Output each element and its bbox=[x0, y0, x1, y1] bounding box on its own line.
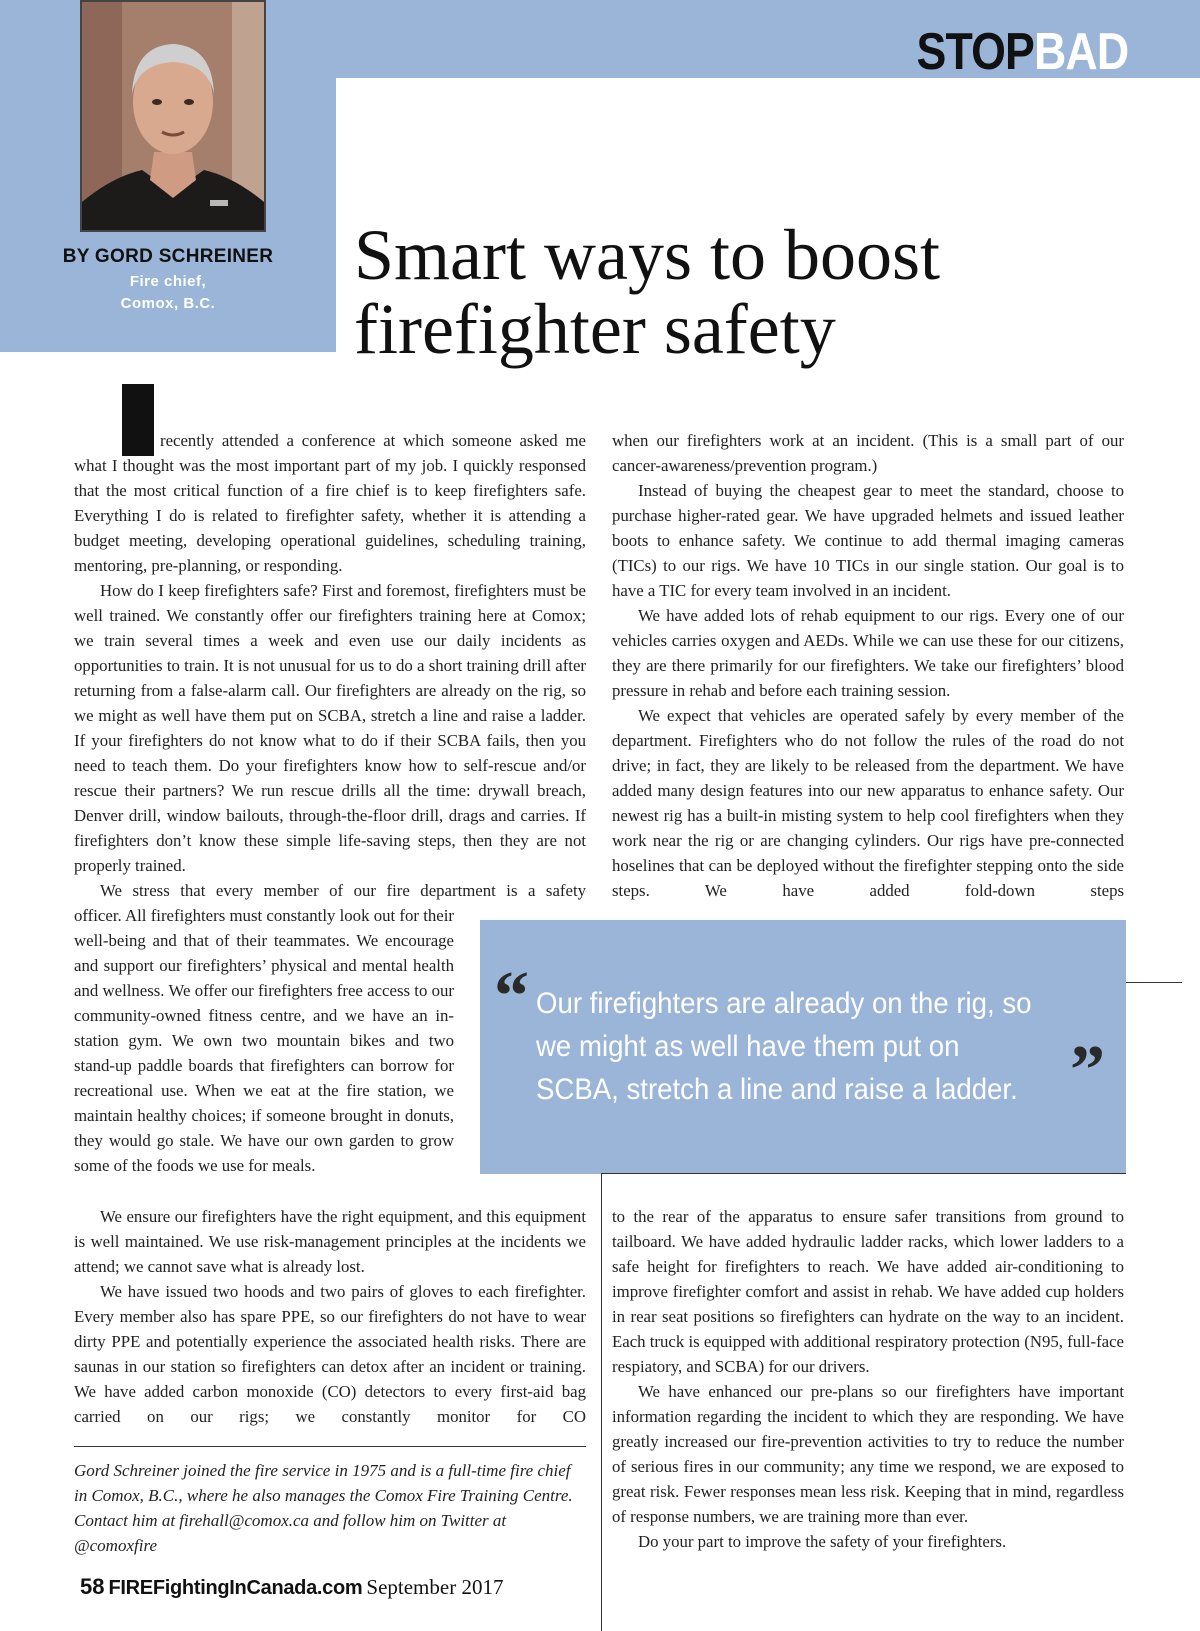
publication-site: FIREFightingInCanada.com bbox=[108, 1577, 363, 1599]
byline bbox=[0, 246, 336, 315]
paragraph: We expect that vehicles are operated safely by every member of the department. Firefighters who do not follow the rules of the road do not drive; in fact, they are likely to be released from the department. We have added many design features into our new apparatus to enhance safety. Our newest rig has a built-in misting system to help cool firefighters when they work near the rig or are changing cylinders. Our rigs have pre-connected hoselines that can be deployed without the firefighter stepping onto the side steps. We have added fold-down steps bbox=[612, 706, 1124, 900]
article-title-line1: Smart ways to boost bbox=[354, 215, 940, 295]
paragraph: Instead of buying the cheapest gear to meet the standard, choose to purchase higher-rated gear. We have upgraded helmets and issued leather boots to enhance safety. We continue to add thermal imaging cameras (TICs) to our rigs. We have 10 TICs in our single station. Our goal is to have a TIC for every team involved in an incident. bbox=[612, 481, 1124, 600]
author-role bbox=[0, 271, 336, 315]
pull-quote bbox=[480, 920, 1126, 1174]
quote-rule bbox=[1126, 982, 1182, 983]
column-divider-horizontal bbox=[601, 1173, 1126, 1174]
column-divider bbox=[601, 1174, 602, 1631]
right-column-top bbox=[612, 428, 1124, 903]
paragraph: We ensure our firefighters have the right equipment, and this equipment is well maintained. We use risk-management principles at the incidents we attend; we cannot save what is already lost. bbox=[74, 1207, 586, 1276]
paragraph: We have issued two hoods and two pairs of gloves to each firefighter. Every member also has spare PPE, so our firefighters do not have to wear dirty PPE and potentially experience the associated health risks. There are saunas in our station so firefighters can detox after an incident or training. We have added carbon monoxide (CO) detectors to every first-aid bag carried on our rigs; we constantly monitor for CO bbox=[74, 1282, 586, 1426]
issue-date: September 2017 bbox=[366, 1575, 504, 1599]
column-title-bad: BAD bbox=[1033, 23, 1128, 81]
page-footer bbox=[80, 1574, 503, 1600]
column-title-stop: STOP bbox=[916, 23, 1034, 81]
paragraph: We have added lots of rehab equipment to our rigs. Every one of our vehicles carries oxygen and AEDs. While we can use these for our citizens, they are there primarily for our firefighters. We take our firefighters’ blood pressure in rehab and before each training session. bbox=[612, 606, 1124, 700]
open-quote-mark: “ bbox=[494, 958, 529, 1035]
page-number: 58 bbox=[80, 1574, 105, 1599]
close-quote-mark: ” bbox=[1070, 1032, 1105, 1109]
left-column-top bbox=[74, 428, 586, 903]
article-title-line2: firefighter safety bbox=[354, 289, 836, 369]
author-role-title: Fire chief, bbox=[129, 273, 207, 290]
paragraph: We stress that every member of our fire department is a safety bbox=[100, 881, 586, 900]
paragraph: officer. All firefighters must constantly look out for their well-being and that of their teammates. We encourage and support our firefighters’ physical and mental health and wellness. We offer our firefighters free access to our community-owned fitness centre, and we have an in- station gym. We own two mountain bikes and two stand-up paddle boards that firefighters can borrow for recreational use. When we eat at the fire station, we maintain healthy choices; if someone brought in donuts, they would go stale. We have our own garden to grow some of the foods we use for meals. bbox=[74, 906, 454, 1175]
paragraph: recently attended a conference at which someone asked me what I thought was the most important part of my job. I quickly responsed that the most critical function of a fire chief is to keep firefighters safe. Everything I do is related to firefighter safety, whether it is attending a budget meeting, developing operational guidelines, scheduling training, mentoring, pre-planning, or responding. bbox=[74, 431, 586, 575]
paragraph: to the rear of the apparatus to ensure safer transitions from ground to tailboard. We have added hydraulic ladder racks, which lower ladders to a safe height for firefighters to reach. We have added air-conditioning to improve firefighter comfort and assist in rehab. We have added cup holders in rear seat positions so firefighters can hydrate on the way to an incident. Each truck is equipped with additional respiratory protection (N95, full-face respiatory, and SCBA) for our drivers. bbox=[612, 1207, 1124, 1376]
right-column-bottom bbox=[612, 1204, 1124, 1554]
author-role-location: Comox, B.C. bbox=[120, 295, 216, 312]
paragraph: How do I keep firefighters safe? First and foremost, firefighters must be well trained. We constantly offer our firefighters training here at Comox; we train several times a week and even use our daily incidents as opportunities to train. It is not unusual for us to do a short training drill after returning from a false-alarm call. Our firefighters are already on the rig, so we might as well have them put on SCBA, stretch a line and raise a ladder. If your firefighters do not know what to do if their SCBA fails, then you need to teach them. Do your firefighters know how to self-rescue and/or rescue their partners? We run rescue drills all the time: drywall breach, Denver drill, window bailouts, through-the-floor drill, drags and carries. If firefighters don’t know these simple life-saving steps, then they are not properly trained. bbox=[74, 581, 586, 875]
paragraph: We have enhanced our pre-plans so our firefighters have important information regarding the incident to which they are responding. We have greatly increased our fire-prevention activities to try to reduce the number of serious fires in our community; any time we respond, we are exposed to great risk. Fewer responses mean less risk. Keeping that in mind, regardless of response numbers, we are training more than ever. bbox=[612, 1382, 1124, 1526]
pull-quote-text: Our firefighters are already on the rig, so we might as well have them put on SCBA, stretch a line and raise a ladder. bbox=[536, 987, 1032, 1106]
author-photo bbox=[80, 0, 266, 232]
column-title bbox=[916, 23, 1128, 81]
author-portrait-icon bbox=[82, 2, 264, 230]
left-column-bottom bbox=[74, 1204, 586, 1429]
left-column-narrow bbox=[74, 903, 454, 1178]
article-title bbox=[354, 215, 1174, 369]
paragraph: when our firefighters work at an incident. (This is a small part of our cancer-awareness/prevention program.) bbox=[612, 431, 1124, 475]
author-name: BY GORD SCHREINER bbox=[62, 246, 274, 267]
paragraph: Do your part to improve the safety of your firefighters. bbox=[638, 1532, 1007, 1551]
author-bio: Gord Schreiner joined the fire service in 1975 and is a full-time fire chief in Comox, B.C., where he also manages the Comox Fire Training Centre. Contact him at firehall@comox.ca and follow him on Twitter at @comoxfire bbox=[74, 1461, 573, 1555]
bio-divider bbox=[74, 1446, 586, 1447]
